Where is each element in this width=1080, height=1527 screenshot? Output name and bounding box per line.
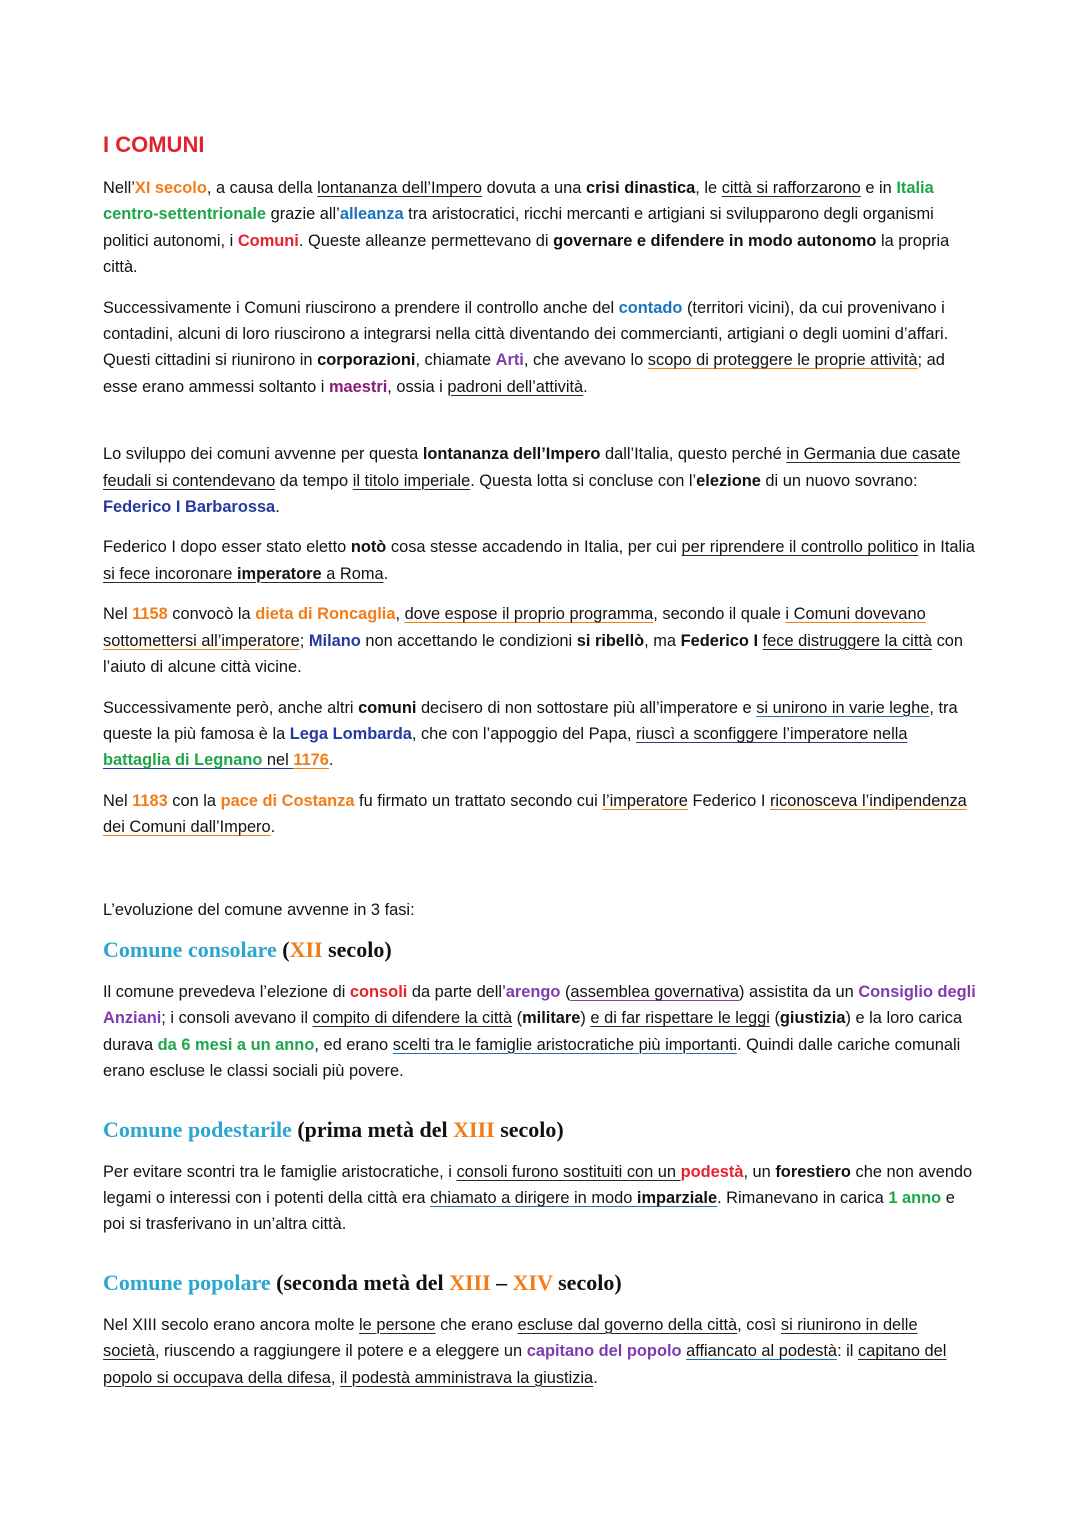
underlined-phrase: il podestà amministrava la giustizia [339,1368,594,1387]
text-run: Il comune prevedeva l’elezione di [103,982,350,1001]
text-run: Nel XIII secolo erano ancora molte [103,1315,360,1334]
underlined-phrase: si unirono in varie leghe [756,698,930,717]
underlined-phrase: e di far rispettare le leggi [590,1009,770,1028]
paragraph-podestarile [103,1159,977,1238]
text-run: con la [167,791,221,810]
text-run: ( [560,982,571,1001]
heading-century: XII [289,936,323,962]
heading-text: (prima metà del [291,1116,454,1142]
text-run: , secondo il quale [653,605,786,624]
text-run: , a causa della [206,179,318,197]
bold-term: Federico I [680,631,763,650]
highlight-term: XI secolo [134,179,207,197]
text-run: , [395,605,405,624]
text-run: , che con l’appoggio del Papa, [411,724,637,743]
text-run: da tempo [275,471,353,490]
heading-term: Comune popolare [103,1269,271,1295]
text-run: Nel [103,605,133,624]
text-run: da parte dell’ [407,982,506,1001]
highlight-term: capitano del popolo [526,1342,687,1361]
highlight-term: Italia centro-settentrionale [103,179,934,224]
underlined-phrase: a Roma [321,564,384,583]
text-run: decisero di non sottostare più all’imperatore e [416,698,757,717]
heading-century: XIII [453,1116,495,1142]
text-run: . [383,564,389,583]
underlined-phrase: assemblea governativa [570,982,739,1001]
highlight-term: dieta di Roncaglia [255,605,396,624]
text-run: ; i consoli avevano il [161,1009,313,1028]
highlight-term: 1 anno [888,1188,942,1207]
text-run: tra aristocratici, ricchi mercanti e artigiani si svilupparono degli organismi politici autonomi, i [103,205,934,250]
text-run: ) e la loro carica durava [103,1009,963,1054]
text-run: la propria città. [103,231,950,277]
text-run: , le [695,179,722,197]
underlined-phrase: riconosceva l’indipendenza dei Comuni dall’Impero [103,791,967,837]
underlined-phrase: fece distruggere la città [762,631,933,650]
text-run: Per evitare scontri tra le famiglie aristocratiche, i [103,1162,457,1181]
underlined-phrase: scelti tra le famiglie aristocratiche più importanti [392,1035,738,1054]
underlined-phrase: capitano del popolo si occupava della difesa [103,1342,947,1387]
underlined-phrase: scopo di proteggere le proprie attività [647,351,918,370]
underlined-phrase: nel [262,751,294,770]
bold-term: elezione [696,471,761,490]
highlight-term: battaglia di Legnano [103,751,263,770]
text-run: Successivamente però, anche altri [103,698,359,717]
text-run: , un [743,1162,776,1181]
heading-text: secolo) [322,936,392,962]
text-run: in Italia [918,538,975,557]
text-run: dall’Italia, questo perché [600,445,787,464]
text-run: , chiamate [415,351,496,370]
paragraph-popolare [103,1312,977,1391]
highlight-term: podestà [680,1162,744,1181]
highlight-term: Milano [308,631,361,650]
text-run: che non avendo legami o interessi con i potenti della città era [103,1162,973,1207]
text-run: , tra queste la più famosa è la [103,698,958,743]
highlight-term: Federico I Barbarossa [103,498,276,517]
underlined-phrase: per riprendere il controllo politico [681,538,919,557]
heading-text: secolo) [494,1116,564,1142]
underlined-phrase: i Comuni dovevano sottomettersi all’imperatore [103,605,926,650]
text-run: non accettando le condizioni [360,631,577,650]
bold-term: militare [522,1009,581,1028]
heading-term: Comune podestarile [103,1116,292,1142]
text-run: di un nuovo sovrano: [760,471,918,490]
heading-century: XIII [449,1269,491,1295]
text-run: Nel [103,791,133,810]
text-run: . Quindi dalle cariche comunali erano escluse le classi sociali più povere. [103,1035,961,1081]
highlight-term: 1158 [132,605,168,624]
paragraph-barbarossa [103,441,977,520]
text-run: Federico I dopo esser stato eletto [103,538,351,557]
text-run: con l’aiuto di alcune città vicine. [103,631,964,677]
underlined-phrase: l’imperatore [602,791,688,810]
heading-text: ( [276,936,290,962]
underlined-phrase: si fece incoronare [103,564,237,583]
document-body [103,132,977,1405]
text-run: ; [299,631,309,650]
underlined-phrase: dove espose il proprio programma [404,605,654,624]
bold-term: lontananza dell’Impero [422,445,601,464]
text-run: , ossia i [387,377,448,396]
underlined-phrase: consoli furono sostituiti con un [456,1162,681,1181]
text-run: cosa stesse accadendo in Italia, per cui [386,538,682,557]
underlined-phrase: in Germania due casate feudali si contendevano [103,445,961,490]
paragraph-roncaglia [103,601,977,680]
bold-term: imperatore [236,564,322,583]
underlined-phrase: città si rafforzarono [721,179,861,197]
highlight-term: contado [618,298,683,317]
text-run: , ma [644,631,681,650]
text-run: ( [769,1009,780,1028]
highlight-term: arengo [505,982,561,1001]
paragraph-costanza [103,788,977,841]
bold-term: imparziale [636,1188,718,1207]
text-run: dovuta a una [482,179,586,197]
text-run: , che avevano lo [523,351,648,370]
underlined-phrase: il titolo imperiale [352,471,471,490]
text-run: . Rimanevano in carica [717,1188,889,1207]
text-run: . [583,377,588,396]
text-run: ( [512,1009,523,1028]
section-heading-popolare [103,1269,977,1297]
text-run: . [328,751,334,770]
heading-text: – [490,1269,513,1295]
underlined-phrase: chiamato a dirigere in modo [430,1188,637,1207]
bold-term: giustizia [779,1009,846,1028]
text-run: Successivamente i Comuni riuscirono a prendere il controllo anche del [103,298,619,317]
text-run: , riuscendo a raggiungere il potere e a eleggere un [154,1342,527,1361]
text-run: . [270,818,276,837]
heading-term: Comune consolare [103,936,277,962]
bold-term: governare e difendere in modo autonomo [553,231,877,250]
highlight-term: maestri [328,377,388,396]
underlined-phrase: affiancato al podestà [686,1342,838,1361]
section-heading-podestarile [103,1116,977,1144]
text-run: . [275,498,280,517]
underlined-phrase: padroni dell’attività [447,377,584,396]
text-run: . Questa lotta si concluse con l’ [470,471,697,490]
underlined-phrase: lontananza dell’Impero [317,179,483,197]
highlight-term: 1183 [132,791,168,810]
bold-term: notò [350,538,387,557]
text-run: e in [860,179,897,197]
underlined-phrase: le persone [359,1315,436,1334]
heading-text: (seconda metà del [270,1269,450,1295]
heading-text: secolo) [552,1269,622,1295]
paragraph-lega-lombarda [103,695,977,774]
section-heading-consolare [103,936,977,964]
text-run: ) [580,1009,591,1028]
highlight-term: da 6 mesi a un anno [157,1035,315,1054]
text-run: grazie all’ [266,205,340,224]
text-run: . Queste alleanze permettevano di [298,231,554,250]
bold-term: comuni [358,698,417,717]
paragraph-phases-intro: L’evoluzione del comune avvenne in 3 fasi: [103,900,415,919]
bold-term: corporazioni [317,351,416,370]
text-run: ; ad esse erano ammessi soltanto i [103,351,945,396]
text-run: : il [837,1342,859,1361]
highlight-term: Consiglio degli Anziani [103,982,976,1028]
underlined-phrase: compito di difendere la città [312,1009,513,1028]
paragraph-consolare [103,979,977,1085]
text-run: , [330,1368,340,1387]
highlight-term: 1176 [293,751,329,770]
paragraph-coronation [103,534,977,587]
text-run: , ed erano [314,1035,393,1054]
text-run: . [593,1368,598,1387]
highlight-term: Comuni [237,231,299,250]
underlined-phrase: escluse dal governo della città [517,1315,738,1334]
bold-term: forestiero [775,1162,851,1181]
highlight-term: alleanza [339,205,404,224]
text-run: convocò la [167,605,256,624]
paragraph-origins [103,175,977,281]
heading-century: XIV [512,1269,553,1295]
bold-term: si ribellò [576,631,645,650]
highlight-term: Arti [495,351,524,370]
text-run: ) assistita da un [738,982,859,1001]
text-run: Nell’ [103,179,135,197]
bold-term: crisi dinastica [585,179,696,197]
highlight-term: consoli [349,982,408,1001]
text-run: , così [737,1315,781,1334]
underlined-phrase: riuscì a sconfiggere l’imperatore nella [636,724,908,743]
highlight-term: Lega Lombarda [289,724,412,743]
text-run: Federico I [687,791,770,810]
highlight-term: pace di Costanza [220,791,355,810]
underlined-phrase: si riunirono in delle società [103,1315,918,1361]
text-run: che erano [435,1315,518,1334]
page-title: I COMUNI [103,132,205,157]
text-run: (territori vicini), da cui provenivano i contadini, alcuni di loro riuscirono a integrarsi nella città diventando dei commercianti, artigiani o degli uomini d’affari. Questi cittadini si riunirono in [103,298,949,370]
paragraph-contado [103,295,977,401]
text-run: fu firmato un trattato secondo cui [354,791,603,810]
text-run: e poi si trasferivano in un’altra città. [103,1188,955,1234]
text-run: Lo sviluppo dei comuni avvenne per questa [103,445,423,464]
